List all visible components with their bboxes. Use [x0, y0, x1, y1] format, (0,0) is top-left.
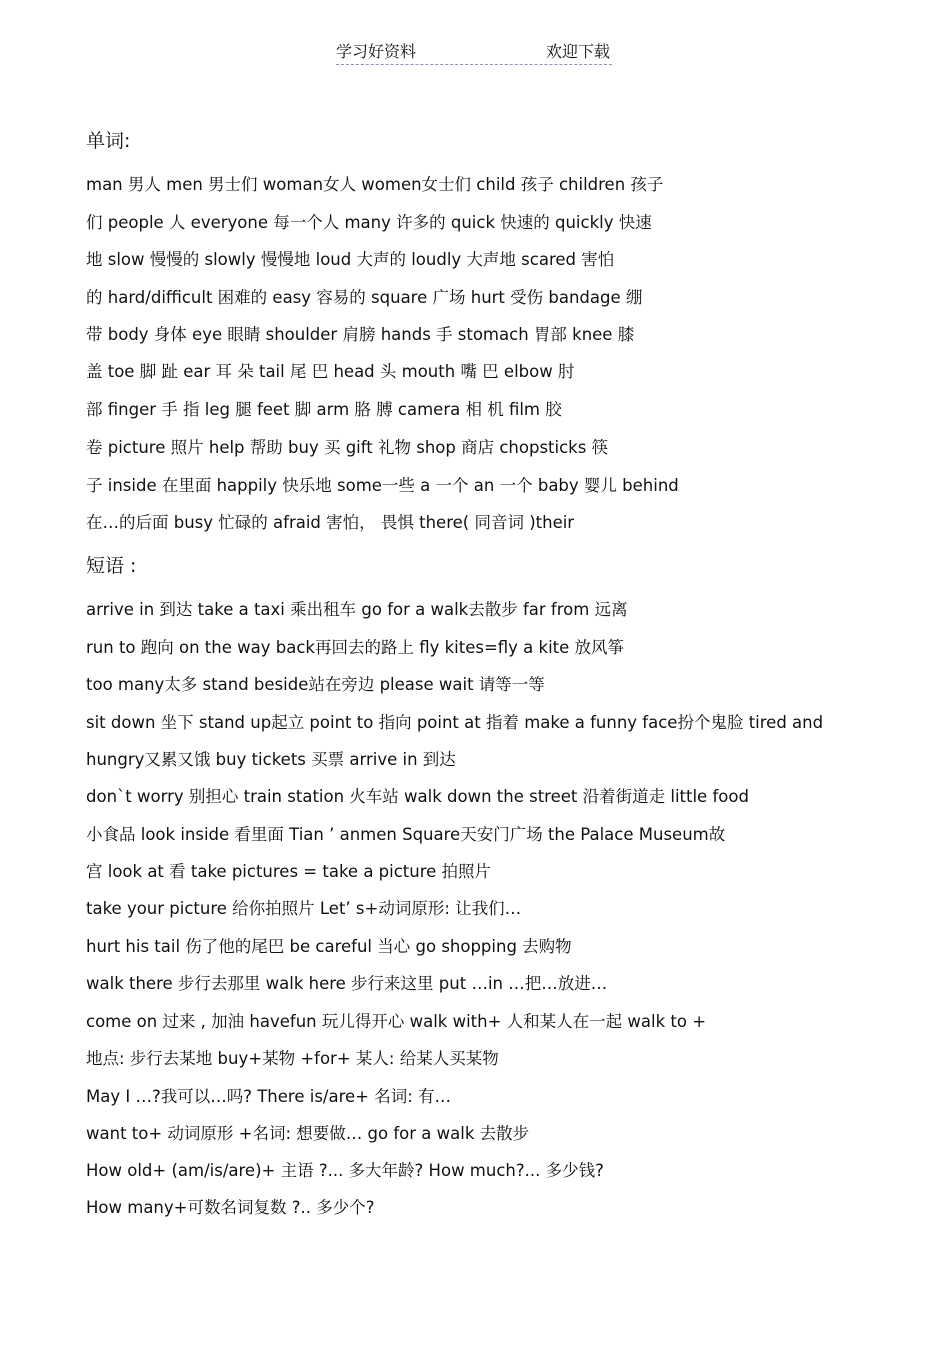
header-right-text: 欢迎下载	[545, 42, 610, 61]
phrase-line: want to+ 动词原形 +名词: 想要做… go for a walk 去散步	[86, 1124, 530, 1143]
vocab-line: man 男人 men 男士们 woman女人 women女士们 child 孩子 children 孩子	[86, 175, 664, 194]
vocab-line: 地 slow 慢慢的 slowly 慢慢地 loud 大声的 loudly 大声地 scared 害怕	[86, 250, 615, 269]
phrase-line: How old+ (am/is/are)+ 主语 ?... 多大年龄? How much?... 多少钱?	[86, 1161, 604, 1180]
phrase-line: hungry又累又饿 buy tickets 买票 arrive in 到达	[86, 750, 456, 769]
vocab-line: 子 inside 在里面 happily 快乐地 some一些 a 一个 an 一个 baby 婴儿 behind	[86, 476, 679, 495]
phrase-line: don`t worry 别担心 train station 火车站 walk down the street 沿着街道走 little food	[86, 787, 749, 806]
phrase-line: 地点: 步行去某地 buy+某物 +for+ 某人: 给某人买某物	[86, 1049, 499, 1068]
phrase-line: How many+可数名词复数 ?.. 多少个?	[86, 1198, 375, 1217]
vocab-line: 的 hard/difficult 困难的 easy 容易的 square 广场 hurt 受伤 bandage 绷	[86, 288, 643, 307]
vocab-line: 卷 picture 照片 help 帮助 buy 买 gift 礼物 shop 商店 chopsticks 筷	[86, 438, 609, 457]
phrase-line: May I …?我可以…吗? There is/are+ 名词: 有…	[86, 1087, 452, 1106]
vocab-line: 盖 toe 脚 趾 ear 耳 朵 tail 尾 巴 head 头 mouth 嘴 巴 elbow 肘	[86, 362, 575, 381]
vocab-line: 部 finger 手 指 leg 腿 feet 脚 arm 胳 膊 camera 相 机 film 胶	[86, 400, 562, 419]
phrase-line: come on 过来 , 加油 havefun 玩儿得开心 walk with+ 人和某人在一起 walk to +	[86, 1012, 707, 1031]
phrase-line: 宫 look at 看 take pictures = take a picture 拍照片	[86, 862, 492, 881]
page-header	[336, 40, 612, 65]
vocab-line: 们 people 人 everyone 每一个人 many 许多的 quick 快速的 quickly 快速	[86, 213, 652, 232]
phrase-line: take your picture 给你拍照片 Let’ s+动词原形: 让我们…	[86, 899, 522, 918]
phrase-line: hurt his tail 伤了他的尾巴 be careful 当心 go shopping 去购物	[86, 937, 572, 956]
phrase-line: 小食品 look inside 看里面 Tian ’ anmen Square天安门广场 the Palace Museum故	[86, 825, 726, 844]
phrase-line: too many太多 stand beside站在旁边 please wait 请等一等	[86, 675, 545, 694]
phrase-line: arrive in 到达 take a taxi 乘出租车 go for a walk去散步 far from 远离	[86, 600, 628, 619]
phrase-line: run to 跑向 on the way back再回去的路上 fly kites=fly a kite 放风筝	[86, 638, 625, 657]
phrase-line: walk there 步行去那里 walk here 步行来这里 put …in …把…放进…	[86, 974, 608, 993]
vocab-section-title: 单词:	[86, 130, 131, 152]
vocab-line: 在…的后面 busy 忙碌的 afraid 害怕， 畏惧 there( 同音词 )their	[86, 513, 575, 532]
header-left-text: 学习好资料	[336, 42, 417, 61]
vocab-line: 带 body 身体 eye 眼睛 shoulder 肩膀 hands 手 stomach 胃部 knee 膝	[86, 325, 635, 344]
phrase-line: sit down 坐下 stand up起立 point to 指向 point at 指着 make a funny face扮个鬼脸 tired and	[86, 713, 824, 732]
phrases-section-title: 短语 :	[86, 555, 137, 577]
